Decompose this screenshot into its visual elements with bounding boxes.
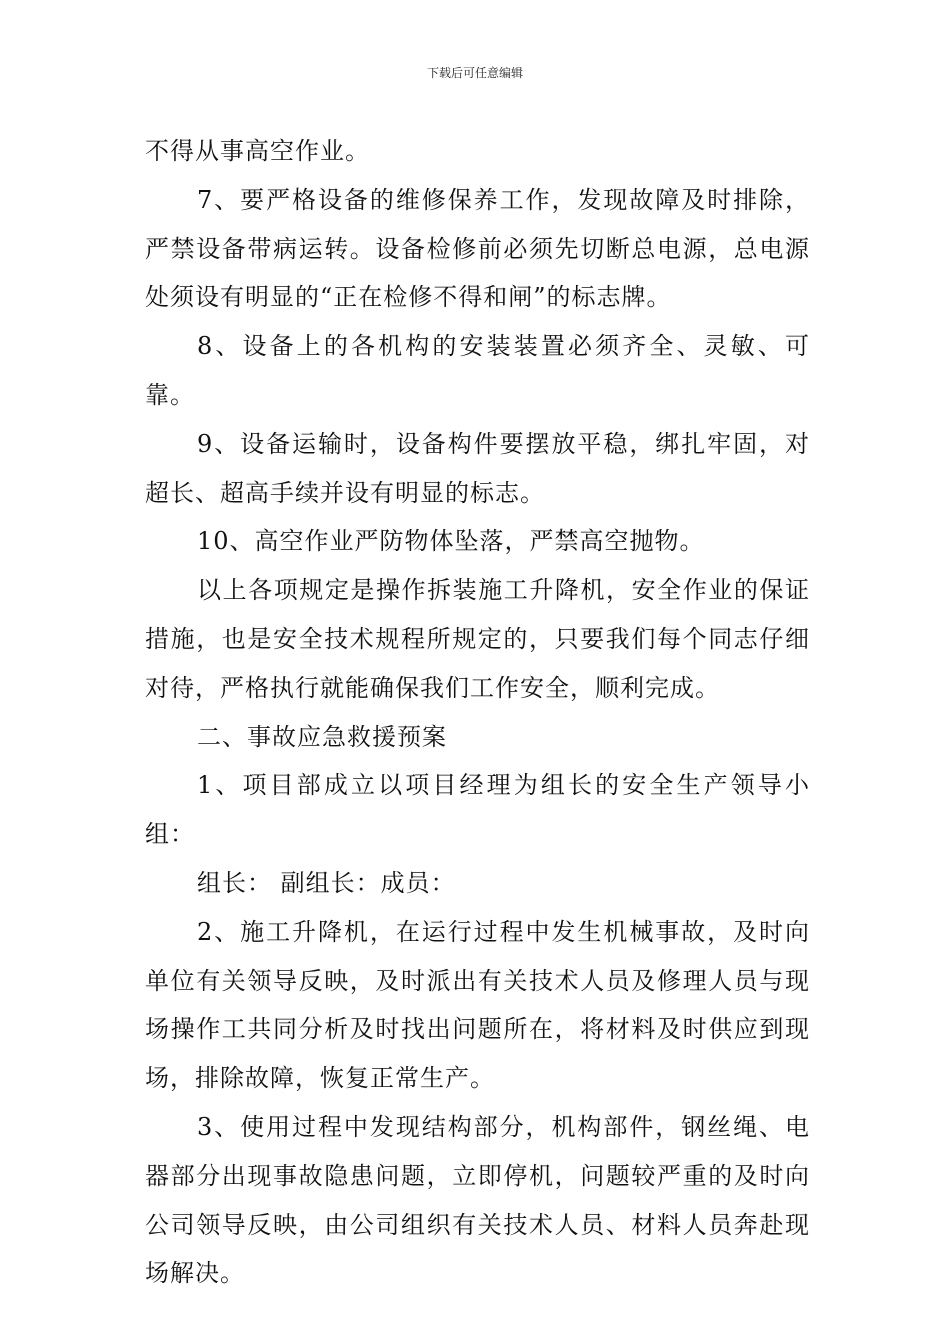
paragraph-9: 组长： 副组长：成员： xyxy=(197,868,456,897)
paragraph-5: 10、高空作业严防物体坠落，严禁高空抛物。 xyxy=(197,527,705,556)
section-heading: 二、事故应急救援预案 xyxy=(197,722,447,751)
paragraph-10: 2、施工升降机，在运行过程中发生机械事故，及时向单位有关领导反映，及时派出有关技术人员及修理人员与现场操作工共同分析及时找出问题所在，将材料及时供应到现场，排除故障，恢复正常生产。 xyxy=(145,917,810,1093)
paragraph-2: 7、要严格设备的维修保养工作，发现故障及时排除，严禁设备带病运转。设备检修前必须先切断总电源，总电源处须设有明显的“正在检修不得和闸”的标志牌。 xyxy=(145,185,810,312)
paragraph-6: 以上各项规定是操作拆装施工升降机，安全作业的保证措施，也是安全技术规程所规定的，只要我们每个同志仔细对待，严格执行就能确保我们工作安全，顺利完成。 xyxy=(145,576,810,702)
document-body xyxy=(145,127,810,1298)
paragraph-8: 1、项目部成立以项目经理为组长的安全生产领导小组： xyxy=(145,771,810,849)
paragraph-4: 9、设备运输时，设备构件要摆放平稳，绑扎牢固，对超长、超高手续并设有明显的标志。 xyxy=(145,429,810,507)
paragraph-3: 8、设备上的各机构的安装装置必须齐全、灵敏、可靠。 xyxy=(145,332,810,409)
page-header: 下载后可任意编辑 xyxy=(426,66,523,80)
paragraph-11: 3、使用过程中发现结构部分，机构部件，钢丝绳、电器部分出现事故隐患问题，立即停机，问题较严重的及时向公司领导反映，由公司组织有关技术人员、材料人员奔赴现场解决。 xyxy=(145,1112,810,1288)
paragraph-1: 不得从事高空作业。 xyxy=(145,137,370,165)
